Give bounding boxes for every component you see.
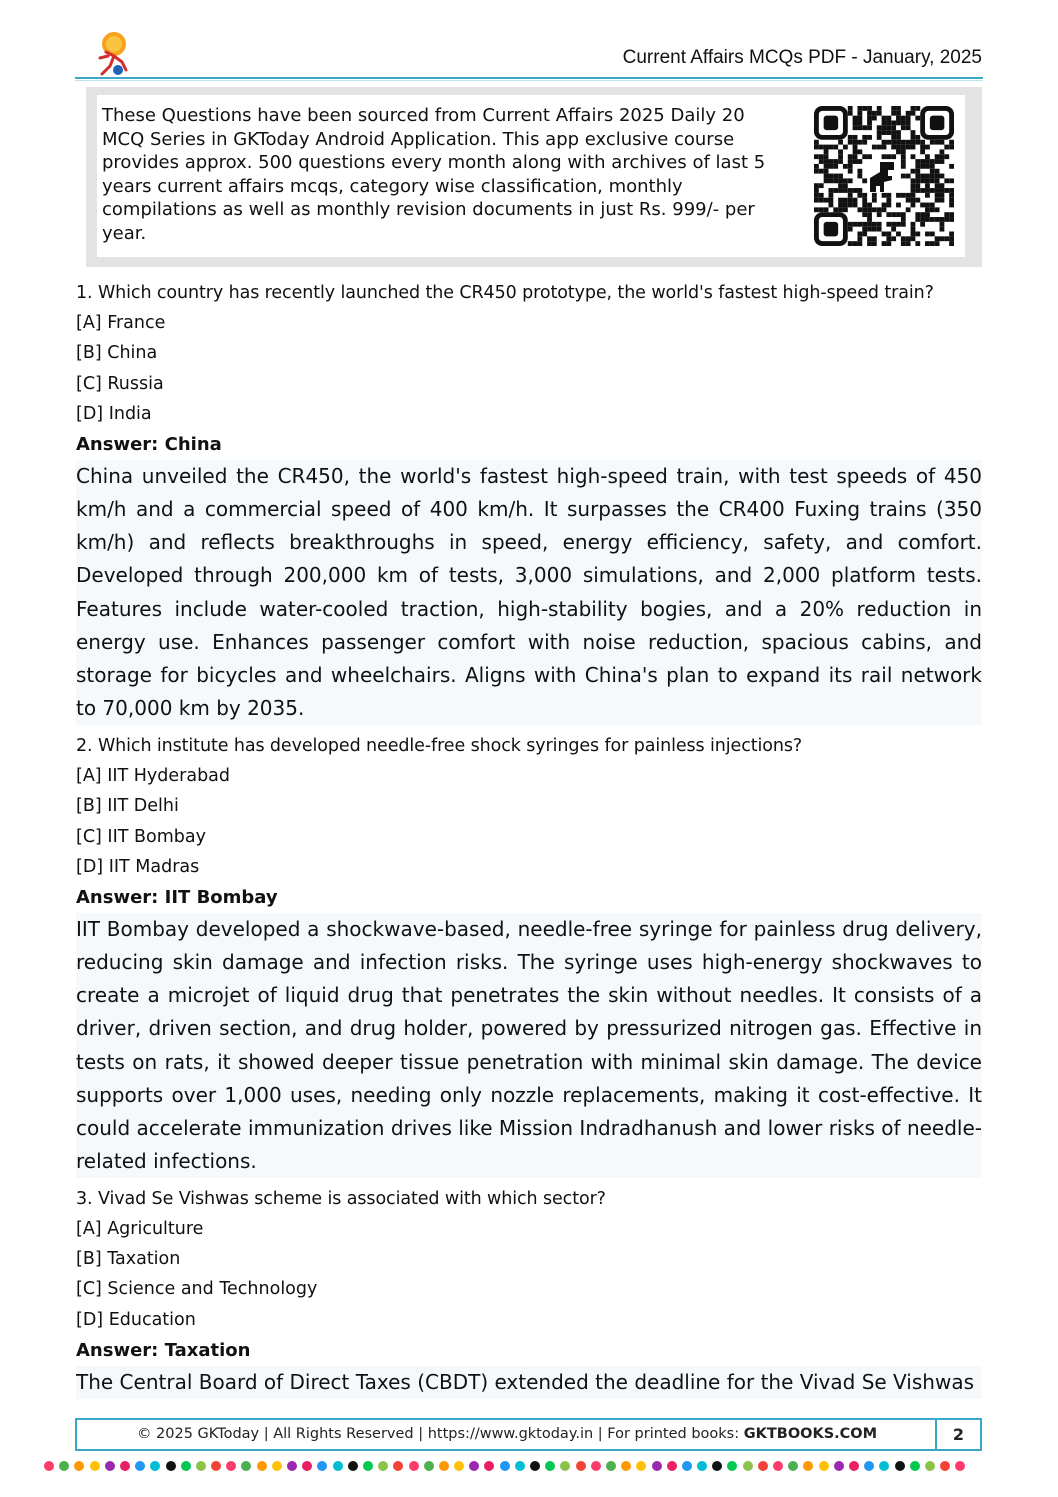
decorative-dot [105, 1461, 115, 1471]
footer-text [77, 1420, 937, 1449]
decorative-dot [424, 1461, 434, 1471]
decorative-dot [44, 1461, 54, 1471]
decorative-dot [317, 1461, 327, 1471]
decorative-dot [226, 1461, 236, 1471]
page-number: 2 [952, 1425, 965, 1444]
decorative-dot [74, 1461, 84, 1471]
decorative-dot [879, 1461, 889, 1471]
header-divider [75, 77, 983, 79]
decorative-dot [196, 1461, 206, 1471]
promo-text: These Questions have been sourced from Current Affairs 2025 Daily 20 MCQ Series in GKToday Android Application. This app exclusive course provides approx. 500 questions every month along with archives of last 5 years current affairs mcqs, category wise classification, monthly compilations as well as monthly revision documents in just Rs. 999/- per year. [102, 105, 766, 244]
decorative-dot [834, 1461, 844, 1471]
option: [B] Taxation [76, 1249, 181, 1270]
decorative-dot [302, 1461, 312, 1471]
decorative-dot [150, 1461, 160, 1471]
decorative-dot [257, 1461, 267, 1471]
decorative-dot [181, 1461, 191, 1471]
decorative-dot [484, 1461, 494, 1471]
decorative-dot [378, 1461, 388, 1471]
decorative-dot [940, 1461, 950, 1471]
option: [C] IIT Bombay [76, 826, 206, 847]
decorative-dot [849, 1461, 859, 1471]
decorative-dot [667, 1461, 677, 1471]
promo-box [86, 87, 982, 267]
decorative-dot [925, 1461, 935, 1471]
option: [B] China [76, 343, 158, 364]
option: [A] Agriculture [76, 1218, 204, 1239]
decorative-dot [773, 1461, 783, 1471]
decorative-dot [272, 1461, 282, 1471]
option: [C] Russia [76, 373, 164, 394]
question-text: 2. Which institute has developed needle-free shock syringes for painless injections? [76, 735, 803, 756]
decorative-dot [90, 1461, 100, 1471]
decorative-dot [652, 1461, 662, 1471]
decorative-dot [135, 1461, 145, 1471]
explanation: The Central Board of Direct Taxes (CBDT) extended the deadline for the Vivad Se Vishwas [76, 1366, 982, 1399]
questions-list [76, 275, 982, 1405]
decorative-dot [393, 1461, 403, 1471]
decorative-dot [682, 1461, 692, 1471]
decorative-dot [743, 1461, 753, 1471]
decorative-dot [515, 1461, 525, 1471]
decorative-dot [59, 1461, 69, 1471]
option: [D] IIT Madras [76, 856, 200, 877]
qr-code-icon[interactable] [814, 106, 954, 246]
decorative-dot [500, 1461, 510, 1471]
question-text: 3. Vivad Se Vishwas scheme is associated with which sector? [76, 1188, 606, 1209]
decorative-dot [439, 1461, 449, 1471]
decorative-dot [955, 1461, 965, 1471]
decorative-dot [895, 1461, 905, 1471]
option: [D] India [76, 403, 152, 424]
decorative-dot [727, 1461, 737, 1471]
option: [A] France [76, 313, 166, 333]
page-footer [75, 1418, 982, 1451]
decorative-dot [803, 1461, 813, 1471]
decorative-dot [819, 1461, 829, 1471]
decorative-dot [287, 1461, 297, 1471]
decorative-dot [363, 1461, 373, 1471]
explanation: IIT Bombay developed a shockwave-based, needle-free syringe for painless drug delivery, reducing skin damage and infection risks. The syringe uses high-energy shockwaves to create a microjet of liquid drug that penetrates the skin without needles. It consists of a driver, driven section, and drug holder, powered by pressurized nitrogen gas. Effective in tests on rats, it showed deeper tissue penetration with minimal skin damage. The device supports over 1,000 uses, needing only nozzle replacements, making it cost-effective. It could accelerate immunization drives like Mission Indradhanush and lower risks of needle-related infections. [76, 913, 982, 1178]
question-text: 1. Which country has recently launched the CR450 prototype, the world's fastest high-speed train? [76, 283, 934, 303]
decorative-dot [120, 1461, 130, 1471]
decorative-dot [758, 1461, 768, 1471]
decorative-dot [788, 1461, 798, 1471]
footer-brand-link[interactable]: GKTBOOKS.COM [743, 1426, 878, 1442]
explanation: China unveiled the CR450, the world's fastest high-speed train, with test speeds of 450 km/h and a commercial speed of 400 km/h. It surpasses the CR400 Fuxing trains (350 km/h) and reflects breakthroughs in speed, energy efficiency, safety, and comfort. Developed through 200,000 km of tests, 3,000 simulations, and 2,000 platform tests. Features include water-cooled traction, high-stability bogies, and a 20% reduction in energy use. Enhances passenger comfort with noise reduction, spacious cabins, and storage for bicycles and wheelchairs. Aligns with China's plan to expand its rail network to 70,000 km by 2035. [76, 460, 982, 725]
decorative-dot [545, 1461, 555, 1471]
decorative-dot [348, 1461, 358, 1471]
decorative-dot [712, 1461, 722, 1471]
decorative-dot [697, 1461, 707, 1471]
decorative-dot [864, 1461, 874, 1471]
decorative-dot-strip [44, 1456, 1024, 1468]
decorative-dot [636, 1461, 646, 1471]
gktoday-runner-logo-icon [92, 30, 132, 78]
answer: Answer: China [76, 434, 222, 456]
answer: Answer: Taxation [76, 1340, 251, 1362]
decorative-dot [333, 1461, 343, 1471]
decorative-dot [166, 1461, 176, 1471]
question-block [76, 278, 982, 725]
option: [B] IIT Delhi [76, 796, 179, 817]
decorative-dot [621, 1461, 631, 1471]
decorative-dot [576, 1461, 586, 1471]
decorative-dot [409, 1461, 419, 1471]
footer-copyright: © 2025 GKToday | All Rights Reserved | https://www.gktoday.in | For printed books: [136, 1426, 744, 1442]
option: [A] IIT Hyderabad [76, 765, 231, 786]
decorative-dot [591, 1461, 601, 1471]
decorative-dot [530, 1461, 540, 1471]
question-block [76, 731, 982, 1178]
page-header-title: Current Affairs MCQs PDF - January, 2025 [622, 47, 982, 68]
answer: Answer: IIT Bombay [76, 887, 278, 909]
question-block [76, 1184, 982, 1399]
decorative-dot [241, 1461, 251, 1471]
decorative-dot [560, 1461, 570, 1471]
option: [C] Science and Technology [76, 1279, 318, 1300]
option: [D] Education [76, 1309, 196, 1330]
header-divider-light [75, 80, 983, 81]
decorative-dot [606, 1461, 616, 1471]
decorative-dot [910, 1461, 920, 1471]
decorative-dot [469, 1461, 479, 1471]
decorative-dot [211, 1461, 221, 1471]
decorative-dot [454, 1461, 464, 1471]
promo-inner [97, 95, 965, 257]
